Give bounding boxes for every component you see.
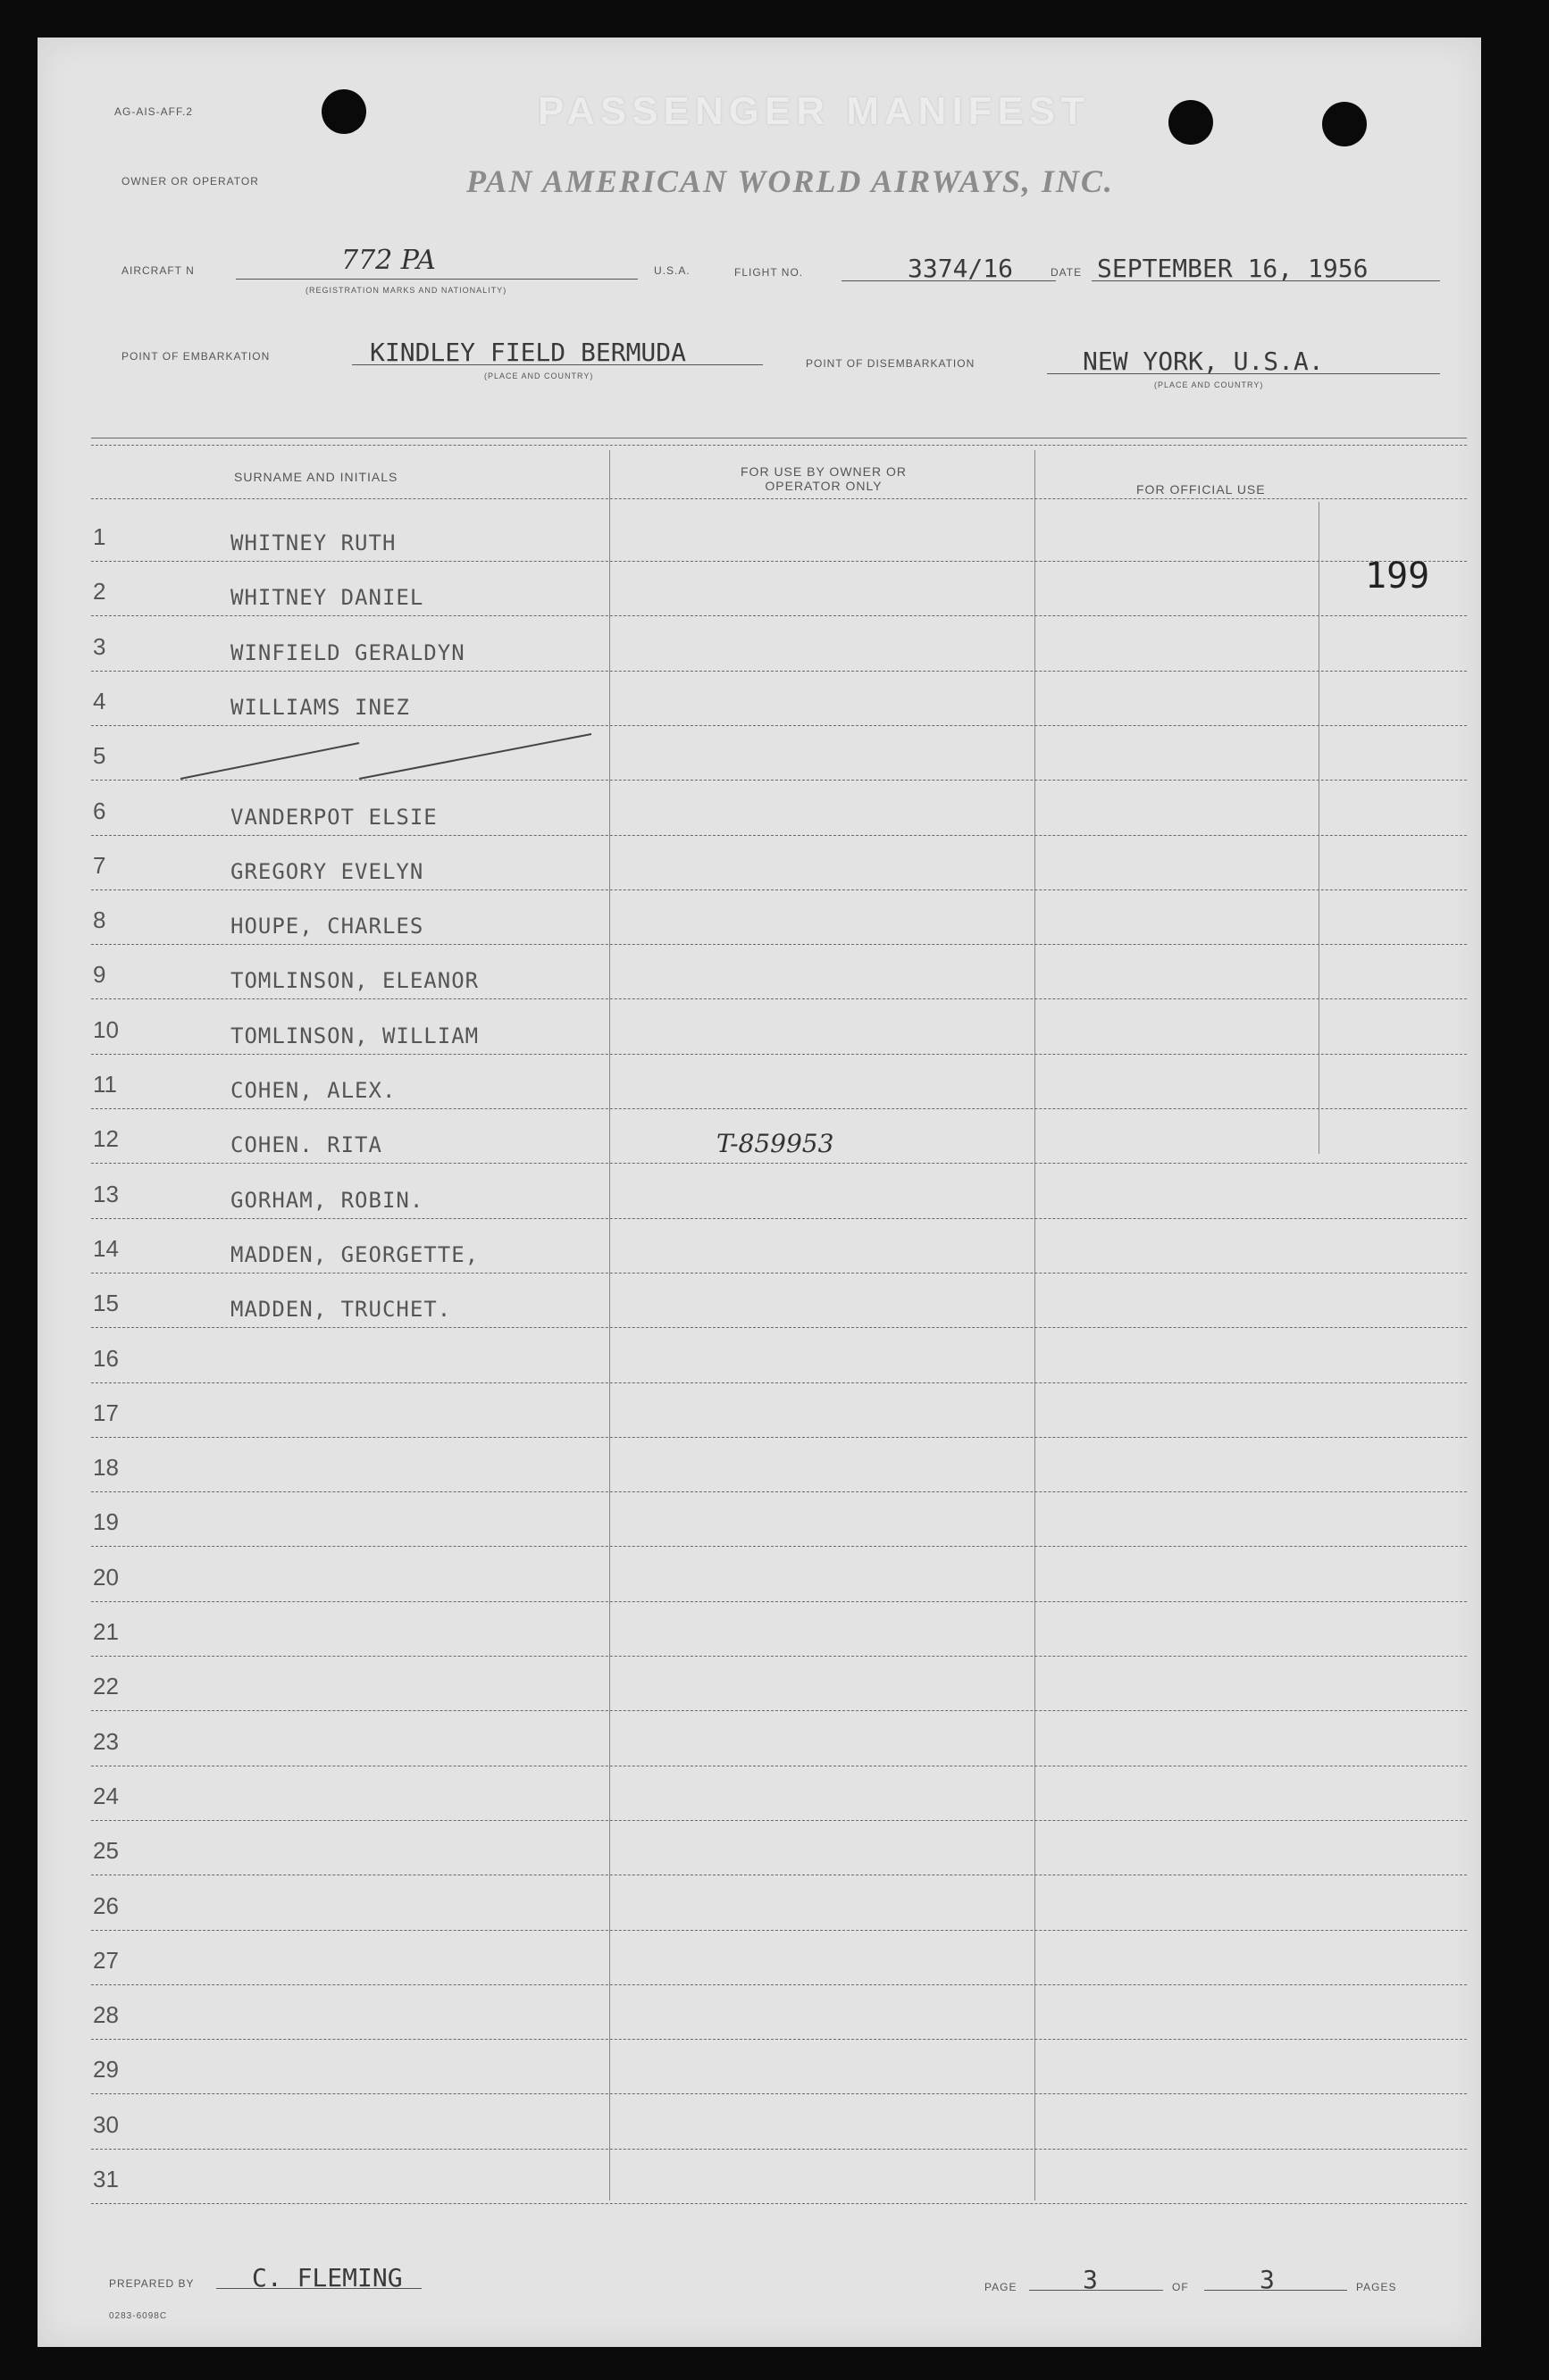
of-underline [1204,2290,1347,2291]
row-number: 5 [93,742,106,769]
row-number: 10 [93,1016,119,1043]
row-number: 21 [93,1618,119,1645]
row-number: 8 [93,906,106,933]
official-stamp-number: 199 [1365,555,1430,597]
passenger-name: TOMLINSON, WILLIAM [230,1023,480,1048]
row-number: 22 [93,1673,119,1699]
document-title: PASSENGER MANIFEST [538,89,1091,133]
row-rule [91,1382,1467,1383]
aircraft-value: 772 PA [341,245,436,276]
row-rule [91,1930,1467,1931]
row-rule [91,1710,1467,1711]
page-underline [1029,2290,1163,2291]
row-number: 15 [93,1290,119,1316]
row-rule [91,2203,1467,2204]
row-number: 11 [93,1071,117,1098]
row-rule [91,1327,1467,1328]
company-name: PAN AMERICAN WORLD AIRWAYS, INC. [466,163,1114,199]
row-rule [91,1984,1467,1985]
row-rule [91,1054,1467,1055]
passenger-name: COHEN, ALEX. [230,1078,397,1103]
row-rule [91,1108,1467,1109]
row-number: 23 [93,1728,119,1755]
row-number: 6 [93,798,106,824]
passenger-name: WHITNEY DANIEL [230,585,424,610]
flight-underline [841,280,1056,281]
row-rule [91,615,1467,616]
header-bottom-rule [91,498,1467,499]
table-top-rule-2 [91,445,1467,446]
prepared-underline [216,2288,422,2289]
punch-hole-mid [1168,100,1213,145]
pages-label: PAGES [1356,2281,1397,2293]
row5-strike-marks [163,716,627,806]
row-number: 29 [93,2056,119,2083]
row-number: 2 [93,578,106,605]
prepared-label: PREPARED BY [109,2277,195,2290]
row-number: 4 [93,688,106,714]
passenger-name: HOUPE, CHARLES [230,914,424,939]
row-number: 18 [93,1454,119,1481]
row-number: 28 [93,2001,119,2028]
passenger-name: TOMLINSON, ELEANOR [230,968,480,993]
aircraft-label: AIRCRAFT N [121,264,195,277]
row-rule [91,1820,1467,1821]
embark-underline [352,364,763,365]
disembark-label: POINT OF DISEMBARKATION [806,357,975,370]
passenger-name: MADDEN, GEORGETTE, [230,1242,480,1267]
row-number: 3 [93,633,106,660]
of-label: OF [1172,2281,1189,2293]
row-number: 25 [93,1837,119,1864]
embark-value: KINDLEY FIELD BERMUDA [370,338,687,367]
row-rule [91,998,1467,999]
row-number: 14 [93,1235,119,1262]
row-rule [91,2039,1467,2040]
punch-hole-left [322,89,366,134]
row12-owner-note: T-859953 [716,1129,834,1158]
column-divider-1 [609,450,610,2200]
row-number: 17 [93,1399,119,1426]
form-code: 0283-6098C [109,2311,168,2321]
row-number: 13 [93,1181,119,1207]
column-header-owner: FOR USE BY OWNER OR OPERATOR ONLY [741,464,907,493]
row-number: 26 [93,1892,119,1919]
disembark-underline [1047,373,1440,374]
flight-label: FLIGHT NO. [734,266,804,279]
row-number: 27 [93,1947,119,1974]
column-header-names: SURNAME AND INITIALS [234,470,398,484]
date-value: SEPTEMBER 16, 1956 [1097,254,1369,283]
column-divider-2 [1034,450,1035,2200]
row-rule [91,1491,1467,1492]
row-rule [91,1273,1467,1274]
passenger-name: VANDERPOT ELSIE [230,805,438,830]
aircraft-sub: (REGISTRATION MARKS AND NATIONALITY) [306,286,507,295]
row-rule [91,561,1467,562]
row-number: 20 [93,1564,119,1591]
owner-label: OWNER OR OPERATOR [121,175,259,188]
row-number: 1 [93,523,106,550]
passenger-name: WINFIELD GERALDYN [230,640,465,665]
row-number: 16 [93,1345,119,1372]
passenger-name: MADDEN, TRUCHET. [230,1297,452,1322]
row-rule [91,944,1467,945]
embark-label: POINT OF EMBARKATION [121,350,271,363]
form-number: AG-AIS-AFF.2 [114,105,194,118]
manifest-sheet [38,38,1481,2347]
row-number: 30 [93,2111,119,2138]
column-header-official: FOR OFFICIAL USE [1136,482,1266,497]
date-label: DATE [1051,266,1083,279]
row-rule [91,1163,1467,1164]
embark-sub: (PLACE AND COUNTRY) [484,372,594,380]
page-value: 3 [1083,2265,1098,2294]
prepared-value: C. FLEMING [252,2263,403,2292]
row-rule [91,2149,1467,2150]
row-rule [91,1546,1467,1547]
page-label: PAGE [984,2281,1017,2293]
passenger-name: COHEN. RITA [230,1132,382,1157]
passenger-name: WILLIAMS INEZ [230,695,410,720]
usa-label: U.S.A. [654,264,691,277]
row-number: 24 [93,1783,119,1809]
row-rule [91,1218,1467,1219]
passenger-name: GORHAM, ROBIN. [230,1188,424,1213]
flight-value: 3374/16 [908,254,1014,283]
aircraft-underline [236,279,638,280]
row-rule [91,1601,1467,1602]
disembark-sub: (PLACE AND COUNTRY) [1154,380,1264,389]
row-number: 7 [93,852,106,879]
row-number: 9 [93,961,106,988]
disembark-value: NEW YORK, U.S.A. [1083,347,1324,376]
row-rule [91,835,1467,836]
row-rule [91,889,1467,890]
of-value: 3 [1260,2265,1275,2294]
row-rule [91,1437,1467,1438]
row-rule [91,2093,1467,2094]
row-number: 31 [93,2166,119,2192]
passenger-name: WHITNEY RUTH [230,530,397,555]
row-rule [91,671,1467,672]
row-rule [91,1656,1467,1657]
row-number: 12 [93,1125,119,1152]
punch-hole-right [1322,102,1367,146]
passenger-name: GREGORY EVELYN [230,859,424,884]
date-underline [1092,280,1440,281]
row-number: 19 [93,1508,119,1535]
